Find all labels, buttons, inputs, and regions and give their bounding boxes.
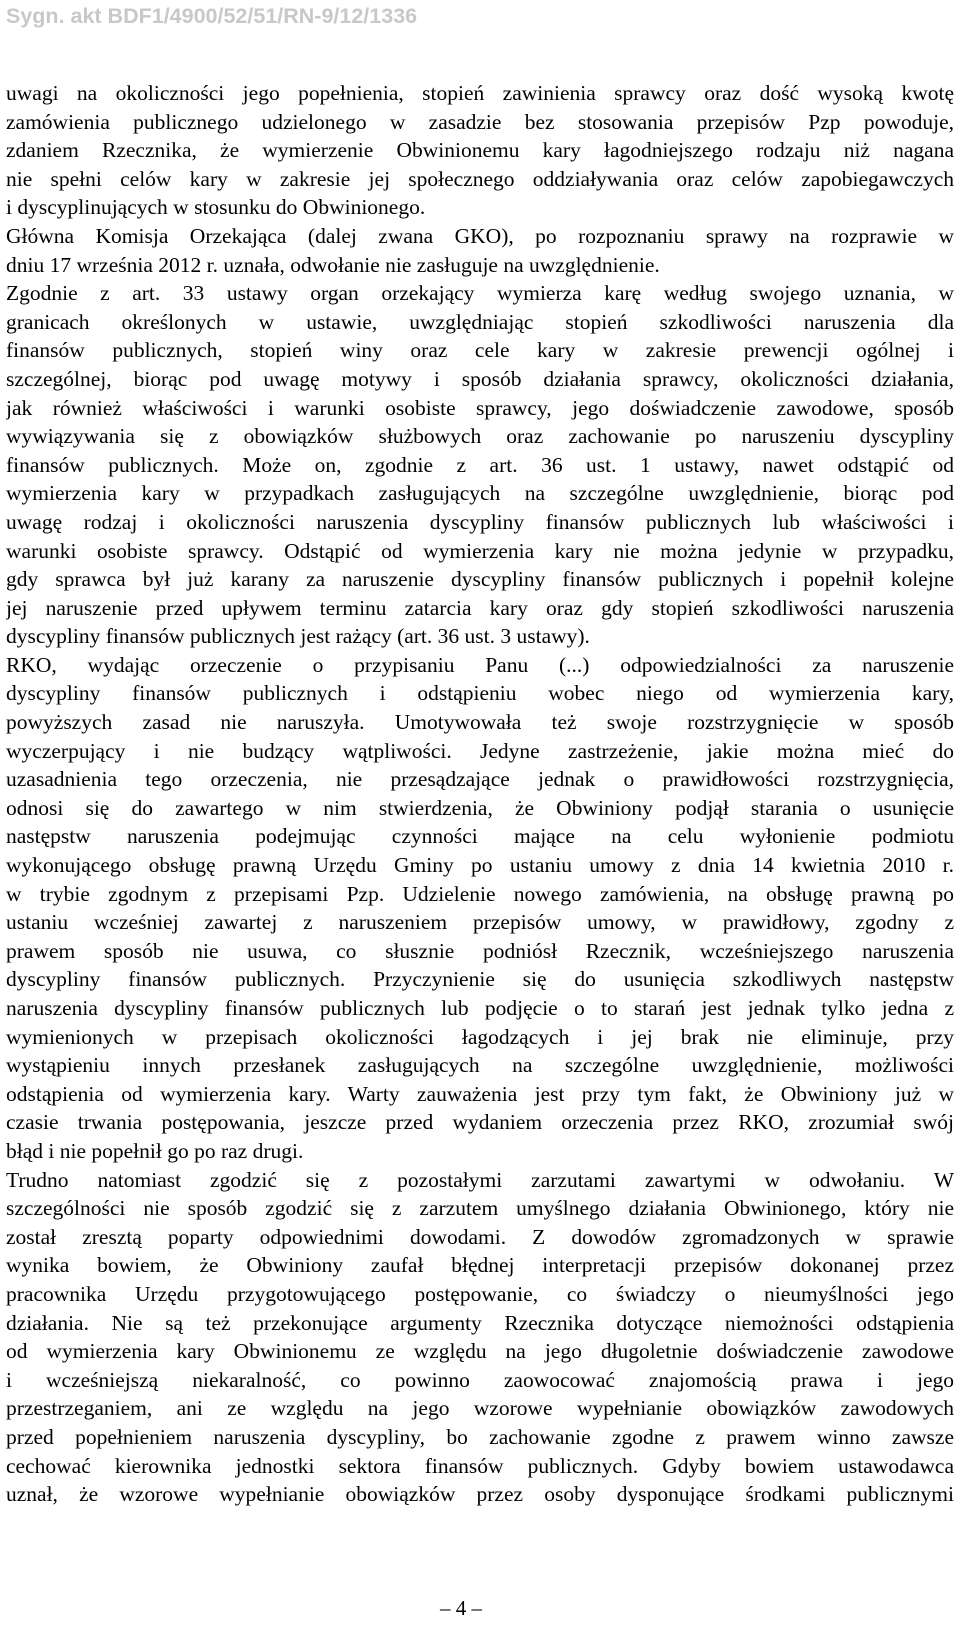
text-line: wykonującego obsługę prawną Urzędu Gminy po ustaniu umowy z dnia 14 kwietnia 2010 r. [6, 853, 954, 878]
text-line: nie spełni celów kary w zakresie jej społecznego oddziaływania oraz celów zapobiegawczych [6, 166, 954, 191]
text-line: uznał, że wzorowe wypełnianie obowiązków przez osoby dysponujące środkami publicznymi [6, 1482, 954, 1507]
document-body [6, 79, 954, 1509]
text-line: przestrzeganiem, ani ze względu na jego wzorowe wypełnianie obowiązków zawodowych [6, 1396, 954, 1421]
text-line: finansów publicznych. Może on, zgodnie z art. 36 ust. 1 ustawy, nawet odstąpić od [6, 452, 954, 477]
text-line: cechować kierownika jednostki sektora finansów publicznych. Gdyby bowiem ustawodawca [6, 1453, 954, 1478]
text-line: ustaniu wcześniej zawartej z naruszeniem przepisów umowy, w prawidłowy, zgodny z [6, 910, 954, 935]
case-signature-header: Sygn. akt BDF1/4900/52/51/RN-9/12/1336 [6, 4, 418, 28]
text-line: szczególnej, biorąc pod uwagę motywy i sposób działania sprawcy, okoliczności działania, [6, 366, 954, 391]
text-line: wymienionych w przepisach okoliczności łagodzących i jej brak nie eliminuje, przy [6, 1024, 954, 1049]
text-line: dniu 17 września 2012 r. uznała, odwołanie nie zasługuje na uwzględnienie. [6, 252, 660, 277]
text-line: Główna Komisja Orzekająca (dalej zwana GKO), po rozpoznaniu sprawy na rozprawie w [6, 223, 954, 248]
text-line: w trybie zgodnym z przepisami Pzp. Udzielenie nowego zamówienia, na obsługę prawną po [6, 881, 954, 906]
text-line: błąd i nie popełnił go po raz drugi. [6, 1138, 304, 1163]
text-line: czasie trwania postępowania, jeszcze przed wydaniem orzeczenia przez RKO, zrozumiał swój [6, 1110, 954, 1135]
text-line: od wymierzenia kary Obwinionemu ze względu na jego długoletnie doświadczenie zawodowe [6, 1339, 954, 1364]
text-line: finansów publicznych, stopień winy oraz cele kary w zakresie prewencji ogólnej i [6, 338, 954, 363]
text-line: dyscypliny finansów publicznych jest rażący (art. 36 ust. 3 ustawy). [6, 624, 590, 649]
text-line: uwagi na okoliczności jego popełnienia, stopień zawinienia sprawcy oraz dość wysoką kwotę [6, 81, 954, 105]
text-line: wystąpieniu innych przesłanek zasługujących na szczególne uwzględnienie, możliwości [6, 1053, 954, 1078]
text-line: działania. Nie są też przekonujące argumenty Rzecznika dotyczące niemożności odstąpienia [6, 1310, 954, 1335]
text-line: następstw naruszenia podejmując czynności mające na celu wyłonienie podmiotu [6, 824, 954, 849]
text-line: dyscypliny finansów publicznych i odstąpieniu wobec niego od wymierzenia kary, [6, 681, 954, 706]
text-line: gdy sprawca był już karany za naruszenie dyscypliny finansów publicznych i popełnił kolejne [6, 567, 954, 592]
text-line: zdaniem Rzecznika, że wymierzenie Obwinionemu kary łagodniejszego rodzaju niż nagana [6, 138, 954, 163]
text-line: wynika bowiem, że Obwiniony zaufał błędnej interpretacji przepisów dokonanej przez [6, 1253, 954, 1278]
text-line: zamówienia publicznego udzielonego w zasadzie bez stosowania przepisów Pzp powoduje, [6, 109, 954, 134]
page-number: – 4 – [440, 1596, 482, 1620]
text-line: odstąpienia od wymierzenia kary. Warty zauważenia jest przy tym fakt, że Obwiniony już w [6, 1081, 954, 1106]
text-line: RKO, wydając orzeczenie o przypisaniu Panu (...) odpowiedzialności za naruszenie [6, 652, 954, 677]
text-line: naruszenia dyscypliny finansów publicznych lub podjęcie o to starań jest jednak tylko jedna z [6, 996, 954, 1020]
text-line: granicach określonych w ustawie, uwzględniając stopień szkodliwości naruszenia dla [6, 309, 954, 334]
text-line: został zresztą poparty odpowiednimi dowodami. Z dowodów zgromadzonych w sprawie [6, 1224, 954, 1249]
text-line: prawem sposób nie usuwa, co słusznie podniósł Rzecznik, wcześniejszego naruszenia [6, 938, 954, 963]
text-line: przed popełnieniem naruszenia dyscypliny, bo zachowanie zgodne z prawem winno zawsze [6, 1424, 954, 1449]
text-line: dyscypliny finansów publicznych. Przyczynienie się do usunięcia szkodliwych następstw [6, 967, 954, 992]
text-line: pracownika Urzędu przygotowującego postępowanie, co świadczy o nieumyślności jego [6, 1281, 954, 1306]
text-line: odnosi się do zawartego w nim stwierdzenia, że Obwiniony podjął starania o usunięcie [6, 795, 954, 820]
text-line: wywiązywania się z obowiązków służbowych oraz zachowanie po naruszeniu dyscypliny [6, 424, 954, 449]
text-line: szczególności nie sposób zgodzić się z zarzutem umyślnego działania Obwinionego, który nie [6, 1196, 954, 1221]
text-line: wymierzenia kary w przypadkach zasługujących na szczególne uwzględnienie, biorąc pod [6, 481, 954, 506]
text-line: powyższych zasad nie naruszyła. Umotywowała też swoje rozstrzygnięcie w sposób [6, 710, 954, 735]
text-line: jej naruszenie przed upływem terminu zatarcia kary oraz gdy stopień szkodliwości naruszenia [6, 595, 954, 620]
text-line: uwagę rodzaj i okoliczności naruszenia dyscypliny finansów publicznych lub właściwości i [6, 509, 954, 534]
text-line: i dyscyplinujących w stosunku do Obwinionego. [6, 195, 426, 220]
text-line: uzasadnienia tego orzeczenia, nie przesądzające jednak o prawidłowości rozstrzygnięcia, [6, 767, 954, 792]
text-line: warunki osobiste sprawcy. Odstąpić od wymierzenia kary nie można jedynie w przypadku, [6, 538, 954, 563]
text-line: Zgodnie z art. 33 ustawy organ orzekający wymierza karę według swojego uznania, w [6, 281, 954, 306]
text-line: i wcześniejszą niekaralność, co powinno zaowocować znajomością prawa i jego [6, 1367, 954, 1392]
text-line: jak również właściwości i warunki osobiste sprawcy, jego doświadczenie zawodowe, sposób [6, 395, 954, 420]
text-line: wyczerpujący i nie budzący wątpliwości. Jedyne zastrzeżenie, jakie można mieć do [6, 738, 954, 763]
text-line: Trudno natomiast zgodzić się z pozostałymi zarzutami zawartymi w odwołaniu. W [6, 1167, 954, 1192]
